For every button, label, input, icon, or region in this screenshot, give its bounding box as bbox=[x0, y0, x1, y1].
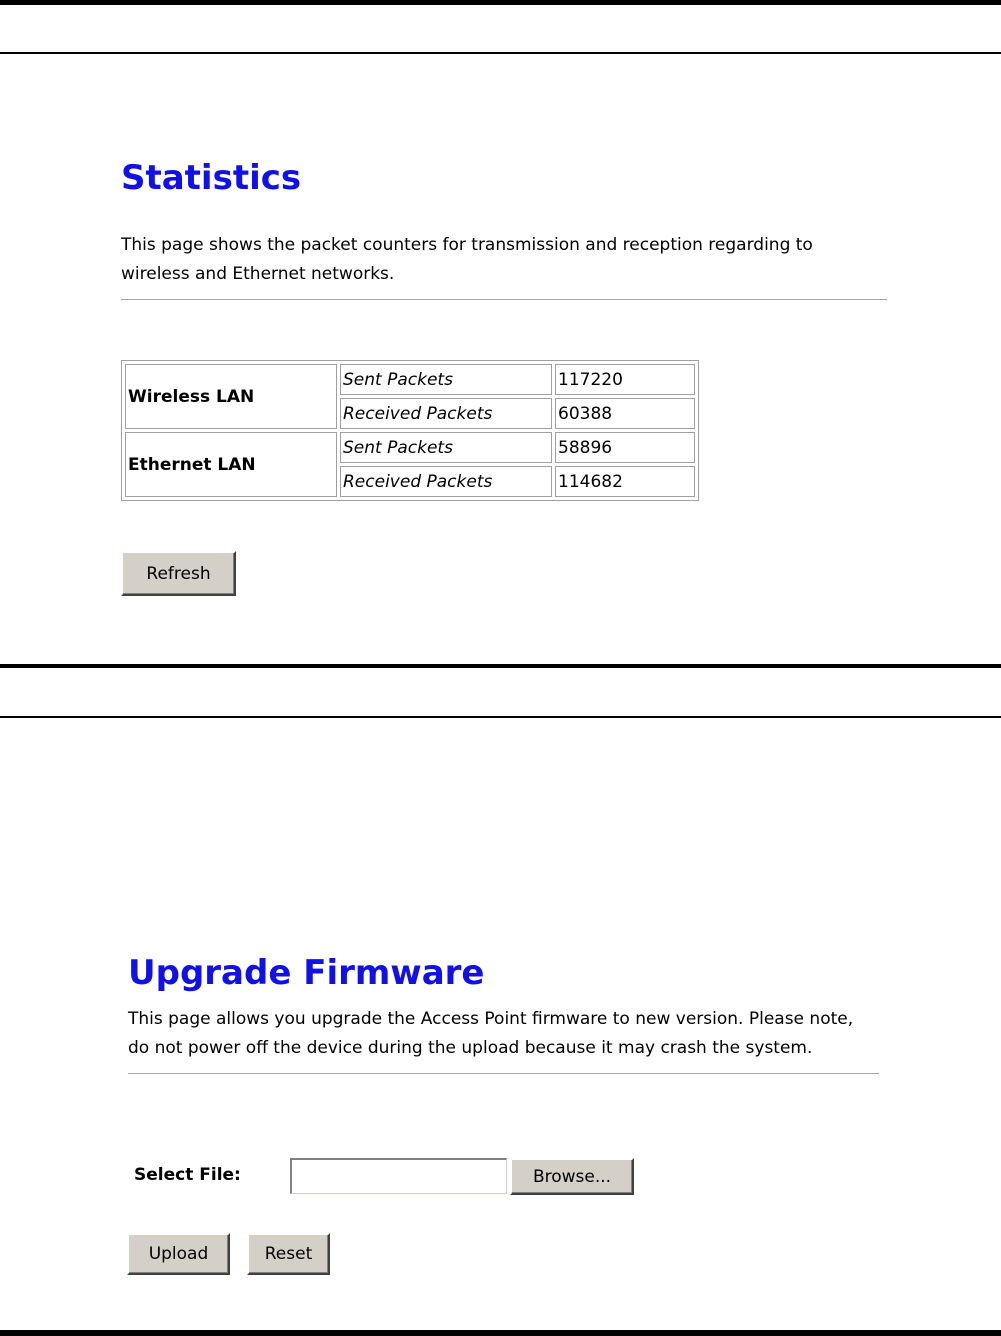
table-row bbox=[125, 364, 695, 395]
row-label: Sent Packets bbox=[340, 432, 552, 463]
file-path-input[interactable] bbox=[290, 1158, 507, 1194]
row-label: Received Packets bbox=[340, 466, 552, 497]
group-wireless-lan: Wireless LAN bbox=[125, 364, 337, 429]
row-value: 114682 bbox=[555, 466, 695, 497]
separator-line bbox=[0, 52, 1001, 54]
statistics-panel bbox=[121, 158, 891, 300]
bottom-border bbox=[0, 1330, 1001, 1336]
reset-button[interactable]: Reset bbox=[247, 1233, 330, 1275]
row-label: Sent Packets bbox=[340, 364, 552, 395]
statistics-table bbox=[121, 360, 699, 501]
separator-line bbox=[0, 716, 1001, 718]
row-value: 58896 bbox=[555, 432, 695, 463]
page-title: Statistics bbox=[121, 158, 302, 198]
upload-button[interactable]: Upload bbox=[127, 1233, 230, 1275]
group-ethernet-lan: Ethernet LAN bbox=[125, 432, 337, 497]
page-description: wireless and Ethernet networks. bbox=[121, 264, 395, 284]
row-label: Received Packets bbox=[340, 398, 552, 429]
select-file-label: Select File: bbox=[134, 1165, 241, 1185]
separator-line bbox=[0, 664, 1001, 668]
browse-button[interactable]: Browse... bbox=[510, 1158, 634, 1195]
page-title: Upgrade Firmware bbox=[128, 953, 485, 993]
row-value: 117220 bbox=[555, 364, 695, 395]
divider bbox=[121, 299, 887, 300]
upgrade-firmware-panel bbox=[128, 953, 888, 1074]
divider bbox=[128, 1073, 879, 1074]
table-row bbox=[125, 432, 695, 463]
top-border bbox=[0, 0, 1001, 5]
page-description: This page shows the packet counters for transmission and reception regarding to bbox=[121, 235, 813, 255]
row-value: 60388 bbox=[555, 398, 695, 429]
page-description: do not power off the device during the upload because it may crash the system. bbox=[128, 1038, 813, 1058]
page-description: This page allows you upgrade the Access Point firmware to new version. Please note, bbox=[128, 1009, 854, 1029]
refresh-button[interactable]: Refresh bbox=[121, 551, 236, 596]
